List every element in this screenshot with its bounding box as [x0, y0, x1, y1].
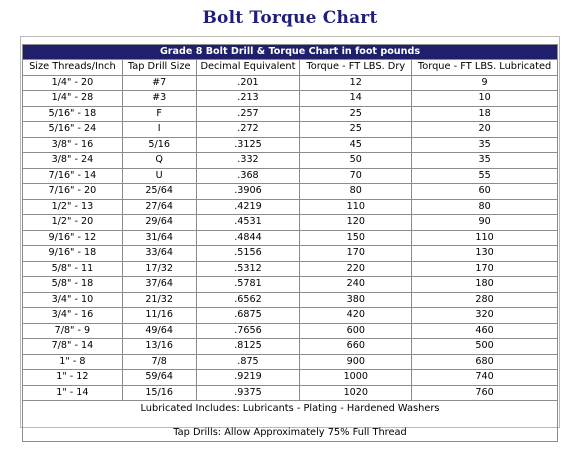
table-row: [23, 292, 558, 308]
cell-decimal: .8125: [196, 339, 300, 355]
cell-decimal: .7656: [196, 323, 300, 339]
cell-decimal: .875: [196, 354, 300, 370]
cell-size: 9/16" - 12: [23, 230, 123, 246]
cell-size: 1/4" - 28: [23, 91, 123, 107]
cell-tap-drill: 29/64: [122, 215, 196, 231]
column-header-tap-drill: Tap Drill Size: [122, 60, 196, 76]
cell-torque-dry: 14: [300, 91, 412, 107]
cell-decimal: .9219: [196, 370, 300, 386]
table-row: [23, 91, 558, 107]
cell-torque-lubricated: 18: [412, 106, 558, 122]
cell-torque-lubricated: 740: [412, 370, 558, 386]
column-header-torque-lubricated: Torque - FT LBS. Lubricated: [412, 60, 558, 76]
torque-table: [22, 44, 558, 442]
cell-tap-drill: 49/64: [122, 323, 196, 339]
cell-size: 7/8" - 14: [23, 339, 123, 355]
cell-torque-dry: 420: [300, 308, 412, 324]
footer-tap-drill-note: Tap Drills: Allow Approximately 75% Full Thread: [173, 427, 407, 438]
cell-torque-dry: 25: [300, 106, 412, 122]
cell-torque-dry: 25: [300, 122, 412, 138]
cell-torque-lubricated: 10: [412, 91, 558, 107]
cell-torque-dry: 110: [300, 199, 412, 215]
table-row: [23, 370, 558, 386]
table-row: [23, 261, 558, 277]
cell-tap-drill: I: [122, 122, 196, 138]
cell-size: 5/16" - 18: [23, 106, 123, 122]
table-body: [23, 75, 558, 401]
cell-size: 7/16" - 20: [23, 184, 123, 200]
cell-torque-dry: 50: [300, 153, 412, 169]
table-footer: [23, 401, 558, 442]
cell-torque-lubricated: 35: [412, 137, 558, 153]
table-row: [23, 153, 558, 169]
cell-size: 3/4" - 10: [23, 292, 123, 308]
table-row: [23, 277, 558, 293]
table-row: [23, 199, 558, 215]
cell-torque-dry: 1020: [300, 385, 412, 401]
table-row: [23, 339, 558, 355]
table-row: [23, 354, 558, 370]
table-row: [23, 75, 558, 91]
cell-torque-lubricated: 80: [412, 199, 558, 215]
cell-size: 9/16" - 18: [23, 246, 123, 262]
cell-size: 7/16" - 14: [23, 168, 123, 184]
cell-decimal: .6875: [196, 308, 300, 324]
cell-torque-lubricated: 60: [412, 184, 558, 200]
column-header-size: Size Threads/Inch: [23, 60, 123, 76]
cell-torque-dry: 240: [300, 277, 412, 293]
cell-torque-lubricated: 110: [412, 230, 558, 246]
cell-tap-drill: 7/8: [122, 354, 196, 370]
cell-tap-drill: 33/64: [122, 246, 196, 262]
table-row: [23, 122, 558, 138]
table-row: [23, 385, 558, 401]
cell-size: 5/16" - 24: [23, 122, 123, 138]
cell-torque-dry: 45: [300, 137, 412, 153]
cell-torque-dry: 12: [300, 75, 412, 91]
cell-tap-drill: 5/16: [122, 137, 196, 153]
cell-torque-dry: 660: [300, 339, 412, 355]
cell-torque-dry: 150: [300, 230, 412, 246]
cell-torque-lubricated: 9: [412, 75, 558, 91]
cell-tap-drill: Q: [122, 153, 196, 169]
cell-torque-lubricated: 55: [412, 168, 558, 184]
cell-size: 3/8" - 24: [23, 153, 123, 169]
footer-lubricated-note: Lubricated Includes: Lubricants - Plating - Hardened Washers: [140, 403, 440, 414]
cell-decimal: .5312: [196, 261, 300, 277]
cell-size: 3/4" - 16: [23, 308, 123, 324]
table-row: [23, 246, 558, 262]
cell-size: 1/2" - 13: [23, 199, 123, 215]
cell-size: 5/8" - 11: [23, 261, 123, 277]
cell-torque-dry: 70: [300, 168, 412, 184]
cell-torque-lubricated: 500: [412, 339, 558, 355]
cell-decimal: .4844: [196, 230, 300, 246]
cell-torque-dry: 1000: [300, 370, 412, 386]
cell-torque-lubricated: 180: [412, 277, 558, 293]
cell-torque-lubricated: 90: [412, 215, 558, 231]
header-row: [23, 60, 558, 76]
cell-tap-drill: F: [122, 106, 196, 122]
cell-decimal: .6562: [196, 292, 300, 308]
cell-size: 3/8" - 16: [23, 137, 123, 153]
cell-tap-drill: 25/64: [122, 184, 196, 200]
footer-spacer: [23, 416, 557, 426]
cell-decimal: .3125: [196, 137, 300, 153]
cell-decimal: .5781: [196, 277, 300, 293]
table-banner: Grade 8 Bolt Drill & Torque Chart in foot pounds: [23, 45, 558, 60]
table-row: [23, 230, 558, 246]
cell-torque-lubricated: 760: [412, 385, 558, 401]
cell-size: 1/4" - 20: [23, 75, 123, 91]
cell-decimal: .213: [196, 91, 300, 107]
cell-decimal: .201: [196, 75, 300, 91]
cell-tap-drill: 27/64: [122, 199, 196, 215]
table-row: [23, 184, 558, 200]
cell-decimal: .4531: [196, 215, 300, 231]
table-row: [23, 168, 558, 184]
cell-tap-drill: #3: [122, 91, 196, 107]
cell-decimal: .332: [196, 153, 300, 169]
cell-tap-drill: U: [122, 168, 196, 184]
table-row: [23, 106, 558, 122]
cell-torque-lubricated: 320: [412, 308, 558, 324]
cell-torque-dry: 380: [300, 292, 412, 308]
cell-tap-drill: 59/64: [122, 370, 196, 386]
cell-size: 1" - 8: [23, 354, 123, 370]
cell-torque-lubricated: 35: [412, 153, 558, 169]
cell-tap-drill: 37/64: [122, 277, 196, 293]
cell-torque-lubricated: 130: [412, 246, 558, 262]
cell-torque-dry: 600: [300, 323, 412, 339]
cell-tap-drill: 11/16: [122, 308, 196, 324]
cell-size: 7/8" - 9: [23, 323, 123, 339]
page-title: Bolt Torque Chart: [202, 8, 378, 28]
column-header-decimal: Decimal Equivalent: [196, 60, 300, 76]
cell-size: 1/2" - 20: [23, 215, 123, 231]
cell-torque-dry: 170: [300, 246, 412, 262]
cell-torque-dry: 120: [300, 215, 412, 231]
cell-decimal: .9375: [196, 385, 300, 401]
cell-size: 1" - 14: [23, 385, 123, 401]
cell-tap-drill: 15/16: [122, 385, 196, 401]
cell-torque-lubricated: 20: [412, 122, 558, 138]
cell-torque-lubricated: 680: [412, 354, 558, 370]
cell-torque-dry: 900: [300, 354, 412, 370]
cell-decimal: .5156: [196, 246, 300, 262]
cell-tap-drill: #7: [122, 75, 196, 91]
cell-tap-drill: 13/16: [122, 339, 196, 355]
cell-torque-lubricated: 460: [412, 323, 558, 339]
cell-torque-dry: 80: [300, 184, 412, 200]
column-header-torque-dry: Torque - FT LBS. Dry: [300, 60, 412, 76]
cell-decimal: .4219: [196, 199, 300, 215]
cell-decimal: .272: [196, 122, 300, 138]
cell-tap-drill: 21/32: [122, 292, 196, 308]
cell-tap-drill: 31/64: [122, 230, 196, 246]
table-row: [23, 308, 558, 324]
cell-torque-lubricated: 280: [412, 292, 558, 308]
cell-tap-drill: 17/32: [122, 261, 196, 277]
cell-decimal: .368: [196, 168, 300, 184]
cell-decimal: .257: [196, 106, 300, 122]
cell-torque-lubricated: 170: [412, 261, 558, 277]
cell-size: 1" - 12: [23, 370, 123, 386]
cell-torque-dry: 220: [300, 261, 412, 277]
cell-decimal: .3906: [196, 184, 300, 200]
cell-size: 5/8" - 18: [23, 277, 123, 293]
table-row: [23, 215, 558, 231]
table-row: [23, 323, 558, 339]
table-row: [23, 137, 558, 153]
